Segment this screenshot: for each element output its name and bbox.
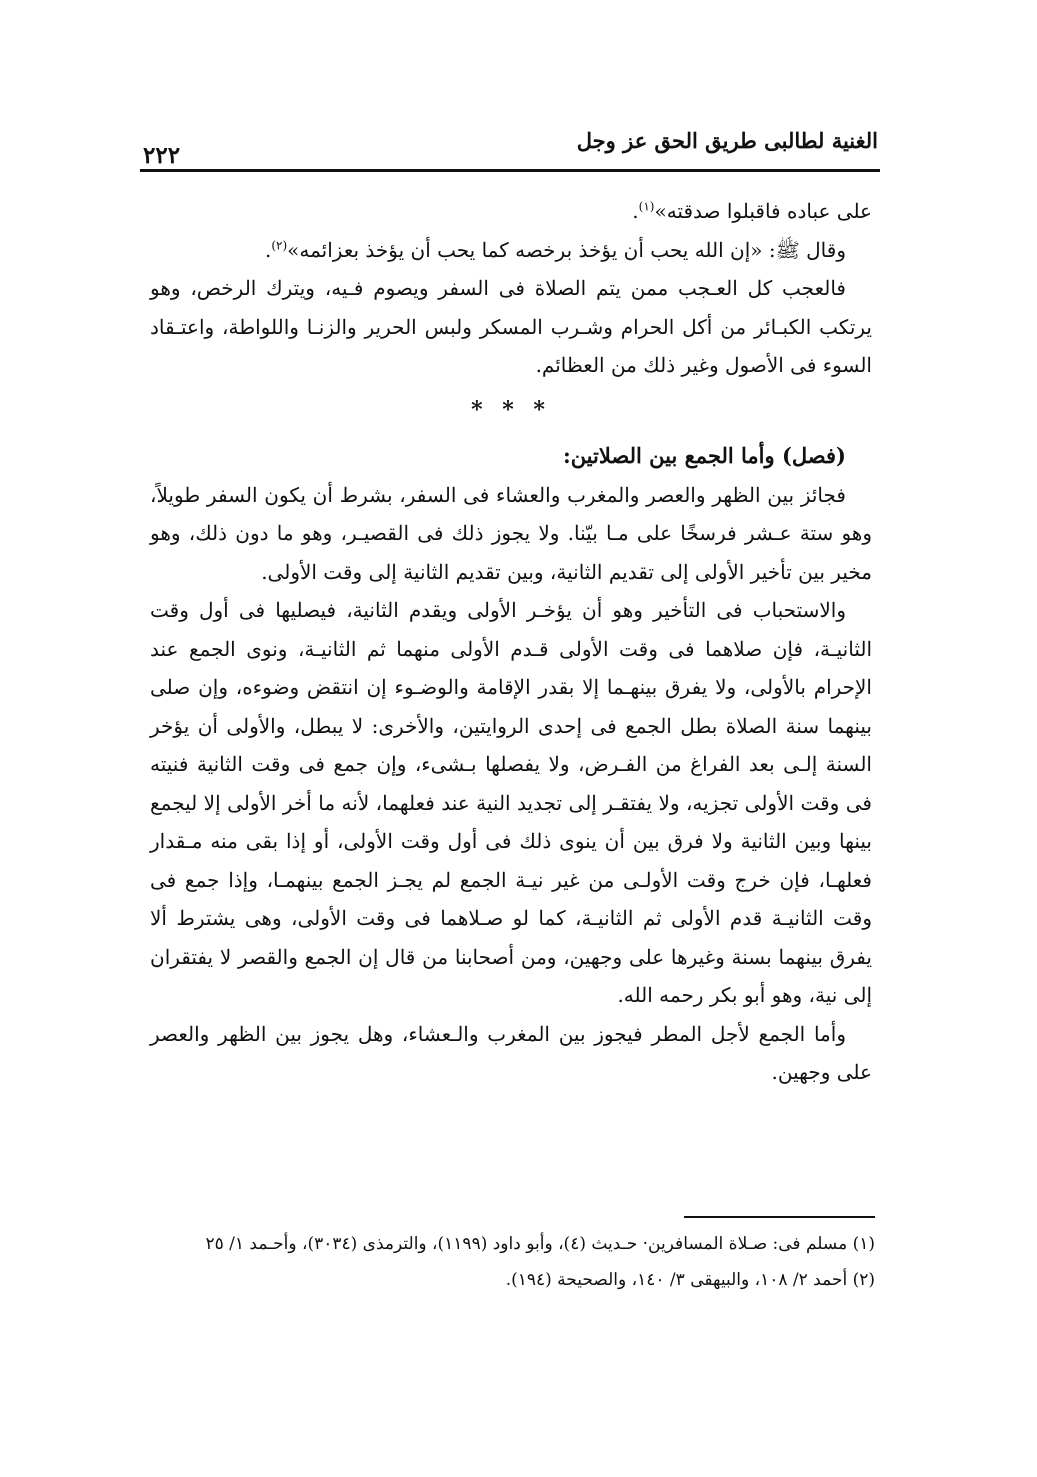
footnotes: [143, 1226, 875, 1298]
footnote-1: (١) مسلم فى: صـلاة المسافرين· حـديث (٤)، وأبو داود (١١٩٩)، والترمذى (٣٠٣٤)، وأحـمد ١/ ٢٥: [205, 1234, 875, 1254]
page-number: ٢٢٢: [143, 142, 181, 169]
continuation-line: [150, 192, 872, 231]
section-heading: (فصل) وأما الجمع بين الصلاتين:: [562, 443, 846, 468]
footnote-2: (٢) أحمد ٢/ ١٠٨، والبيهقى ٣/ ١٤٠، والصحيحة (١٩٤).: [505, 1270, 875, 1290]
hadith-line: [150, 231, 872, 270]
hadith-end: .: [264, 237, 272, 262]
paragraph-1: فالعجب كل العـجب ممن يتم الصلاة فى السفر ويصوم فـيه، ويترك الرخص، وهو يرتكب الكبـائر من أكل الحرام وشـرب المسكر ولبس الحرير والزنـا واللواطة، واعتـقاد السوء فى الأصول وغير ذلك من العظائم.: [150, 276, 872, 377]
running-title: الغنية لطالبى طريق الحق عز وجل: [576, 128, 878, 153]
paragraph-4: وأما الجمع لأجل المطر فيجوز بين المغرب والـعشاء، وهل يجوز بين الظهر والعصر على وجهين.: [150, 1021, 872, 1084]
paragraph-3: والاستحباب فى التأخير وهو أن يؤخـر الأولى ويقدم الثانية، فيصليها فى أول وقت الثانيـة، فإن صلاهما فى وقت الأولى قـدم الأولى منهما ثم الثانيـة، ونوى الجمع عند الإحرام بالأولى، ولا يفرق بينهـما إلا بقدر الإقامة والوضـوء إن انتقض وضوءه، وإن صلى بينهما سنة الصلاة بطل الجمع فى إحدى الروايتين، والأخرى: لا يبطل، والأولى أن يؤخر السنة إلـى بعد الفراغ من الفـرض، ولا يفصلها بـشىء، وإن جمع فى وقت الثانية فنيته فى وقت الأولى تجزيه، ولا يفتقـر إلى تجديد النية عند فعلهما، لأنه ما أخر الأولى إلا ليجمع بينها وبين الثانية ولا فرق بين أن ينوى ذلك فى أول وقت الأولى، أو إذا بقى منه مـقدار فعلهـا، فإن خرج وقت الأولـى من غير نيـة الجمع لم يجـز الجمع بينهمـا، وإذا جمع فى وقت الثانيـة قدم الأولى ثم الثانيـة، كما لو صـلاهما فى وقت الأولى، وهى يشترط ألا يفرق بينهما بسنة وغيرها على وجهين، ومن أصحابنا من قال إن الجمع والقصر لا يفتقران إلى نية، وهو أبو بكر رحمه الله.: [150, 598, 872, 1007]
header-rule: [140, 169, 880, 172]
page-header: [143, 128, 878, 172]
footnote-rule: [684, 1216, 875, 1218]
continuation-end: .: [632, 199, 639, 223]
main-text: [150, 192, 872, 1092]
footnote-mark-2: (٢): [271, 237, 288, 252]
continuation-text: على عباده فاقبلوا صدقته»: [654, 199, 872, 223]
paragraph-2: فجائز بين الظهر والعصر والمغرب والعشاء فى السفر، بشرط أن يكون السفر طويلاً، وهو ستة عـشر فرسخًا على مـا بيّنا. ولا يجوز ذلك فى القصيـر، وهو ما دون ذلك، وهو مخير بين تأخير الأولى إلى تقديم الثانية، وبين تقديم الثانية إلى وقت الأولى.: [150, 482, 872, 584]
hadith-text: وقال ﷺ: «إن الله يحب أن يؤخذ برخصه كما يحب أن يؤخذ بعزائمه»: [287, 237, 846, 262]
footnote-mark-1: (١): [638, 199, 655, 214]
section-separator: * * *: [471, 396, 551, 423]
